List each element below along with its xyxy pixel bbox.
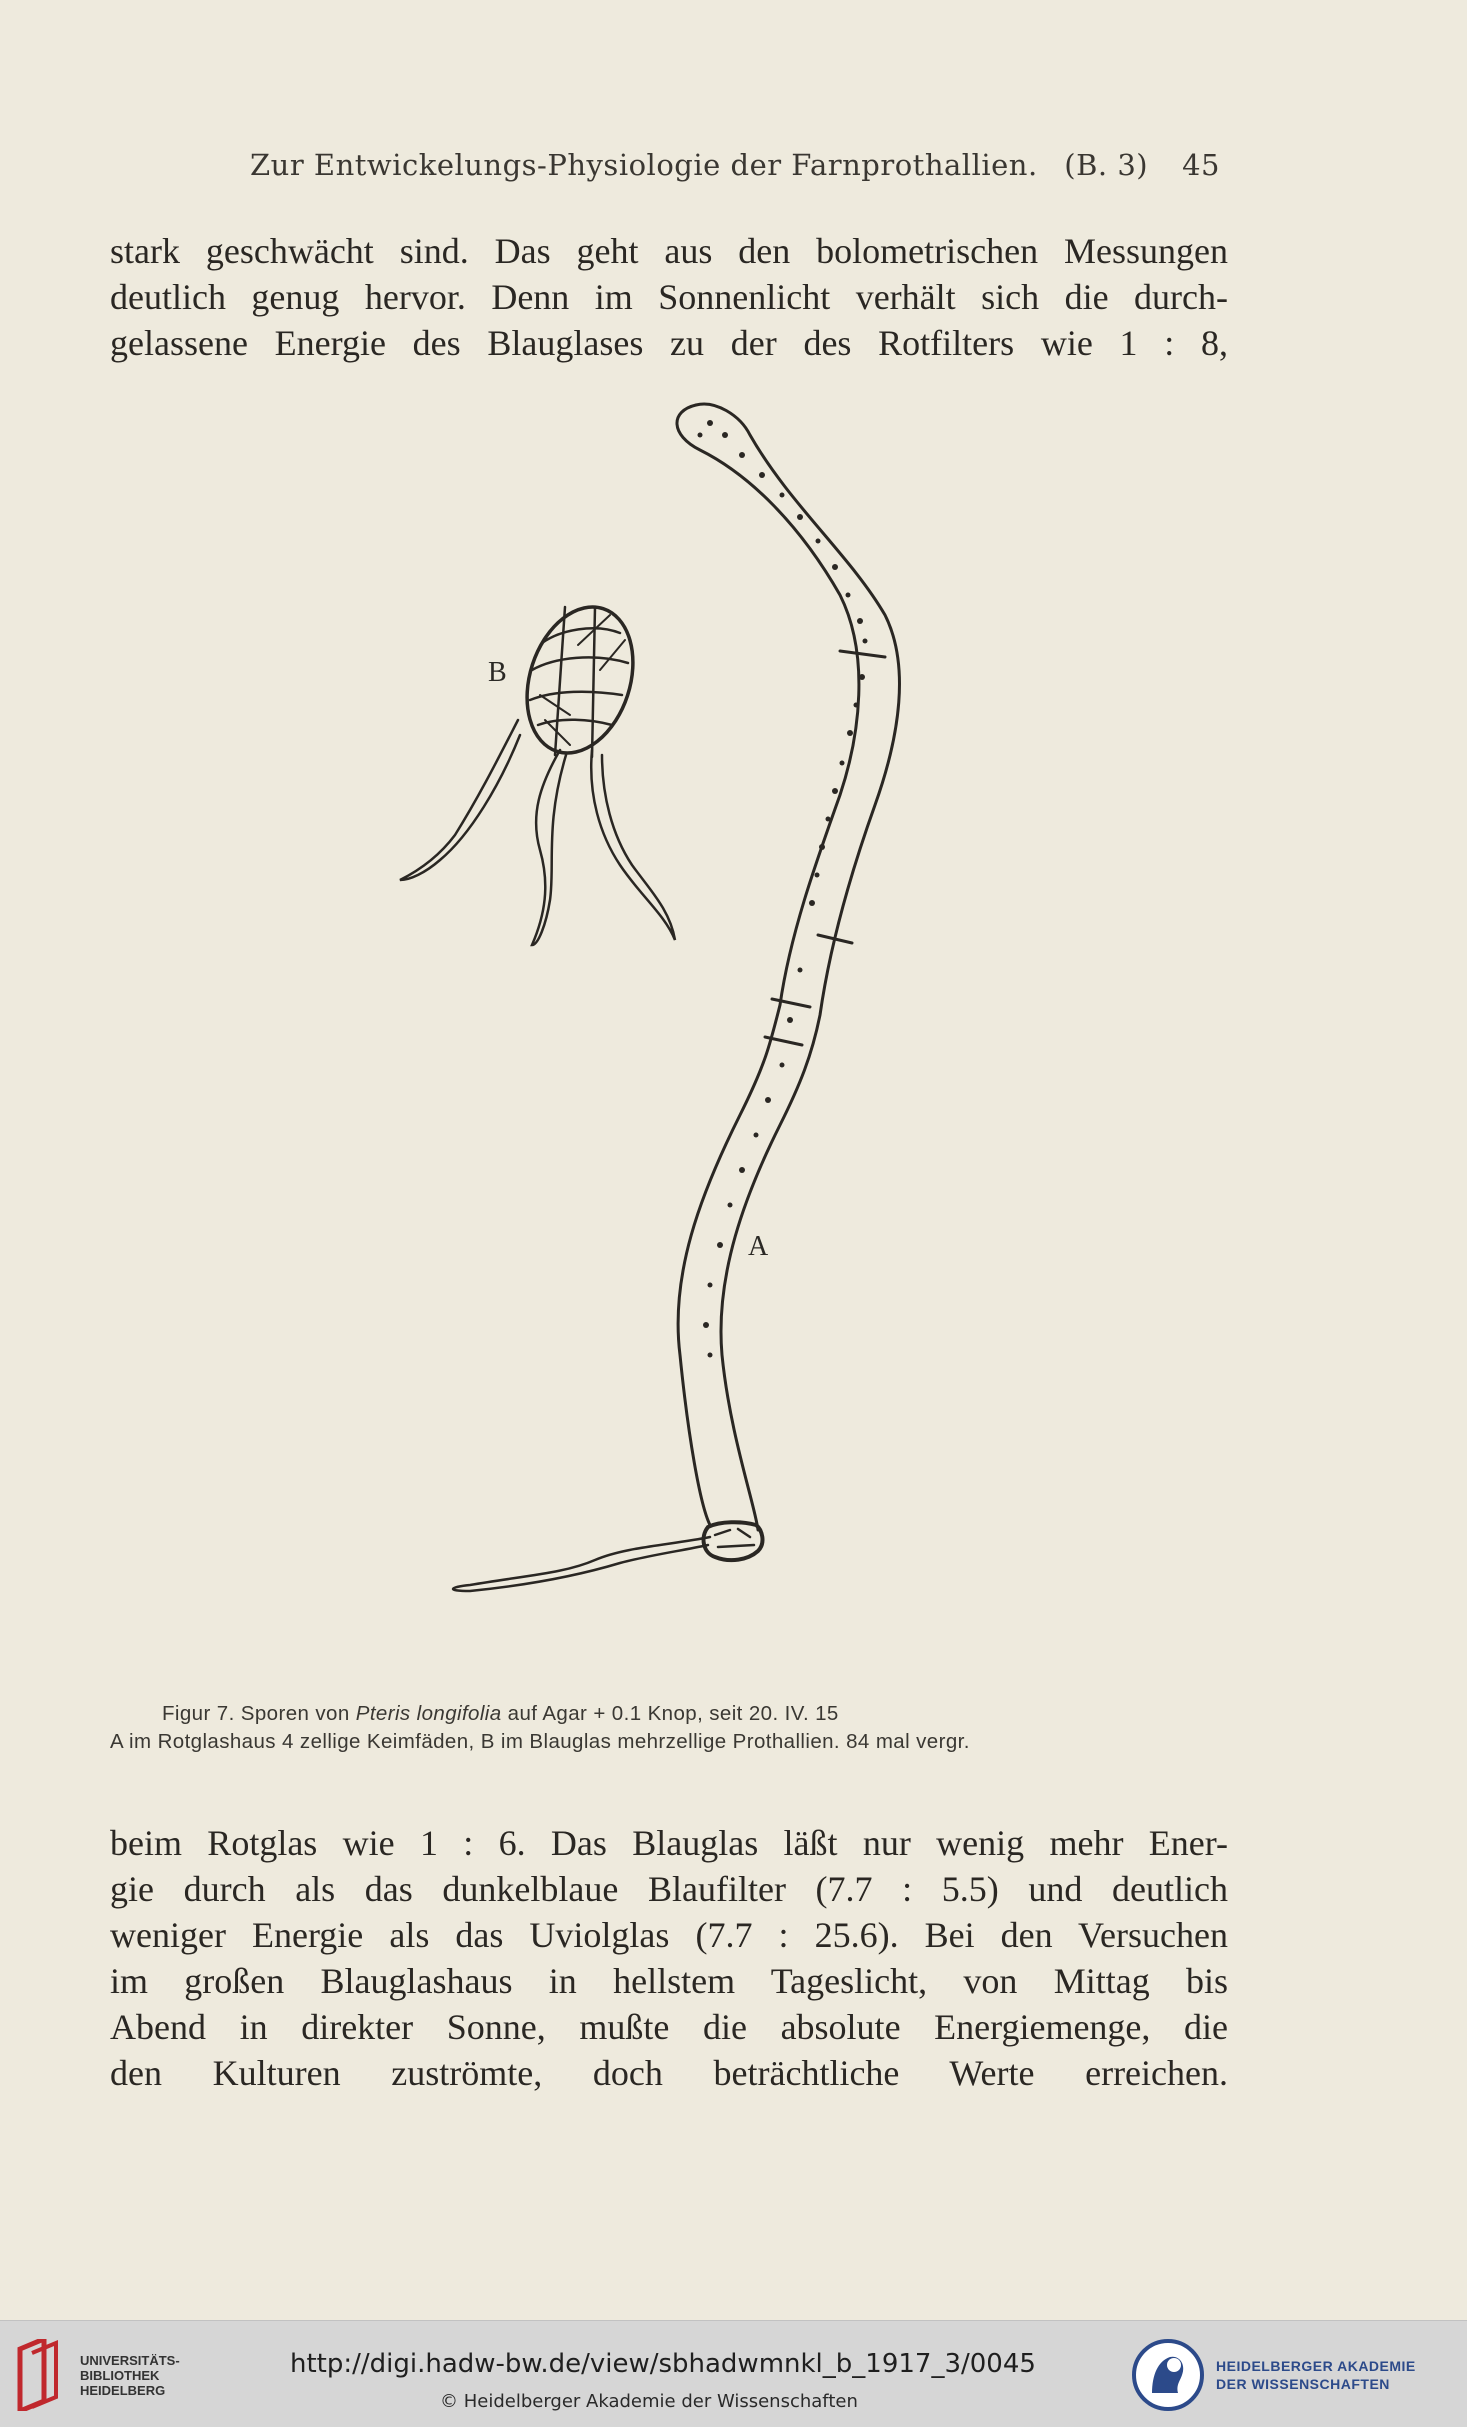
caption-line-2: A im Rotglashaus 4 zellige Keimfäden, B im Blauglas mehrzellige Prothallien. 84 mal vergr.: [110, 1730, 970, 1753]
figure-7-illustration: [370, 395, 1290, 1675]
permalink-url[interactable]: http://digi.hadw-bw.de/view/sbhadwmnkl_b_1917_3/0045: [290, 2349, 1036, 2379]
text-line: deutlich genug hervor. Denn im Sonnenlicht verhält sich die durch-: [110, 277, 1228, 317]
copyright-notice: © Heidelberger Akademie der Wissenschaften: [440, 2391, 858, 2412]
species-name: Pteris longifolia: [355, 1702, 502, 1725]
text-line: weniger Energie als das Uviolglas (7.7 : 25.6). Bei den Versuchen: [110, 1915, 1228, 1955]
rhizoid-b-2: [532, 750, 566, 945]
text-line: gelassene Energie des Blauglases zu der des Rotfilters wie 1 : 8,: [110, 323, 1228, 363]
cell-wall: [772, 999, 810, 1007]
rhizoid-a: [453, 1537, 710, 1591]
library-name: UNIVERSITÄTS- BIBLIOTHEK HEIDELBERG: [80, 2352, 180, 2398]
text-line: im großen Blauglashaus in hellstem Tageslicht, von Mittag bis: [110, 1961, 1228, 2001]
rhizoid-b-3: [591, 750, 675, 940]
footer-bar: [0, 2320, 1467, 2427]
university-library-logo[interactable]: [14, 2339, 180, 2411]
caption-line-1: Figur 7. Sporen von Pteris longifolia auf Agar + 0.1 Knop, seit 20. IV. 15: [162, 1702, 839, 1725]
text-line: gie durch als das dunkelblaue Blaufilter (7.7 : 5.5) und deutlich: [110, 1869, 1228, 1909]
academy-name: HEIDELBERGER AKADEMIE DER WISSENSCHAFTEN: [1216, 2358, 1416, 2392]
spore-coat: [704, 1522, 763, 1560]
body-text-top: [110, 228, 1228, 366]
figure-label-b: B: [488, 657, 507, 688]
text-line: beim Rotglas wie 1 : 6. Das Blauglas läßt nur wenig mehr Ener-: [110, 1823, 1228, 1863]
running-head-title: Zur Entwickelungs-Physiologie der Farnprothallien.: [250, 148, 1038, 182]
academy-seal-icon: [1130, 2335, 1206, 2415]
academy-logo[interactable]: [1130, 2335, 1416, 2415]
figure-label-a: A: [748, 1231, 769, 1262]
text-line: stark geschwächt sind. Das geht aus den bolometrischen Messungen: [110, 231, 1228, 271]
figure-caption: [110, 1700, 1230, 1756]
section-number: (B. 3): [1064, 148, 1149, 182]
rhizoid-b-1: [400, 720, 520, 880]
cell-wall: [840, 651, 885, 657]
prothallium-b-body: [509, 593, 650, 767]
fern-prothallium-drawing: [370, 395, 1290, 1675]
running-head: [250, 148, 1220, 182]
library-emblem-icon: [14, 2339, 72, 2411]
body-text-bottom: [110, 1820, 1228, 2096]
text-line: Abend in direkter Sonne, mußte die absolute Energiemenge, die: [110, 2007, 1228, 2047]
text-line: den Kulturen zuströmte, doch beträchtliche Werte erreichen.: [110, 2053, 1228, 2093]
filament-a-outline-right: [696, 404, 899, 1530]
filament-a-outline-left: [677, 405, 859, 1525]
chloroplast-dots: [698, 420, 868, 1358]
page-number: 45: [1182, 148, 1220, 182]
